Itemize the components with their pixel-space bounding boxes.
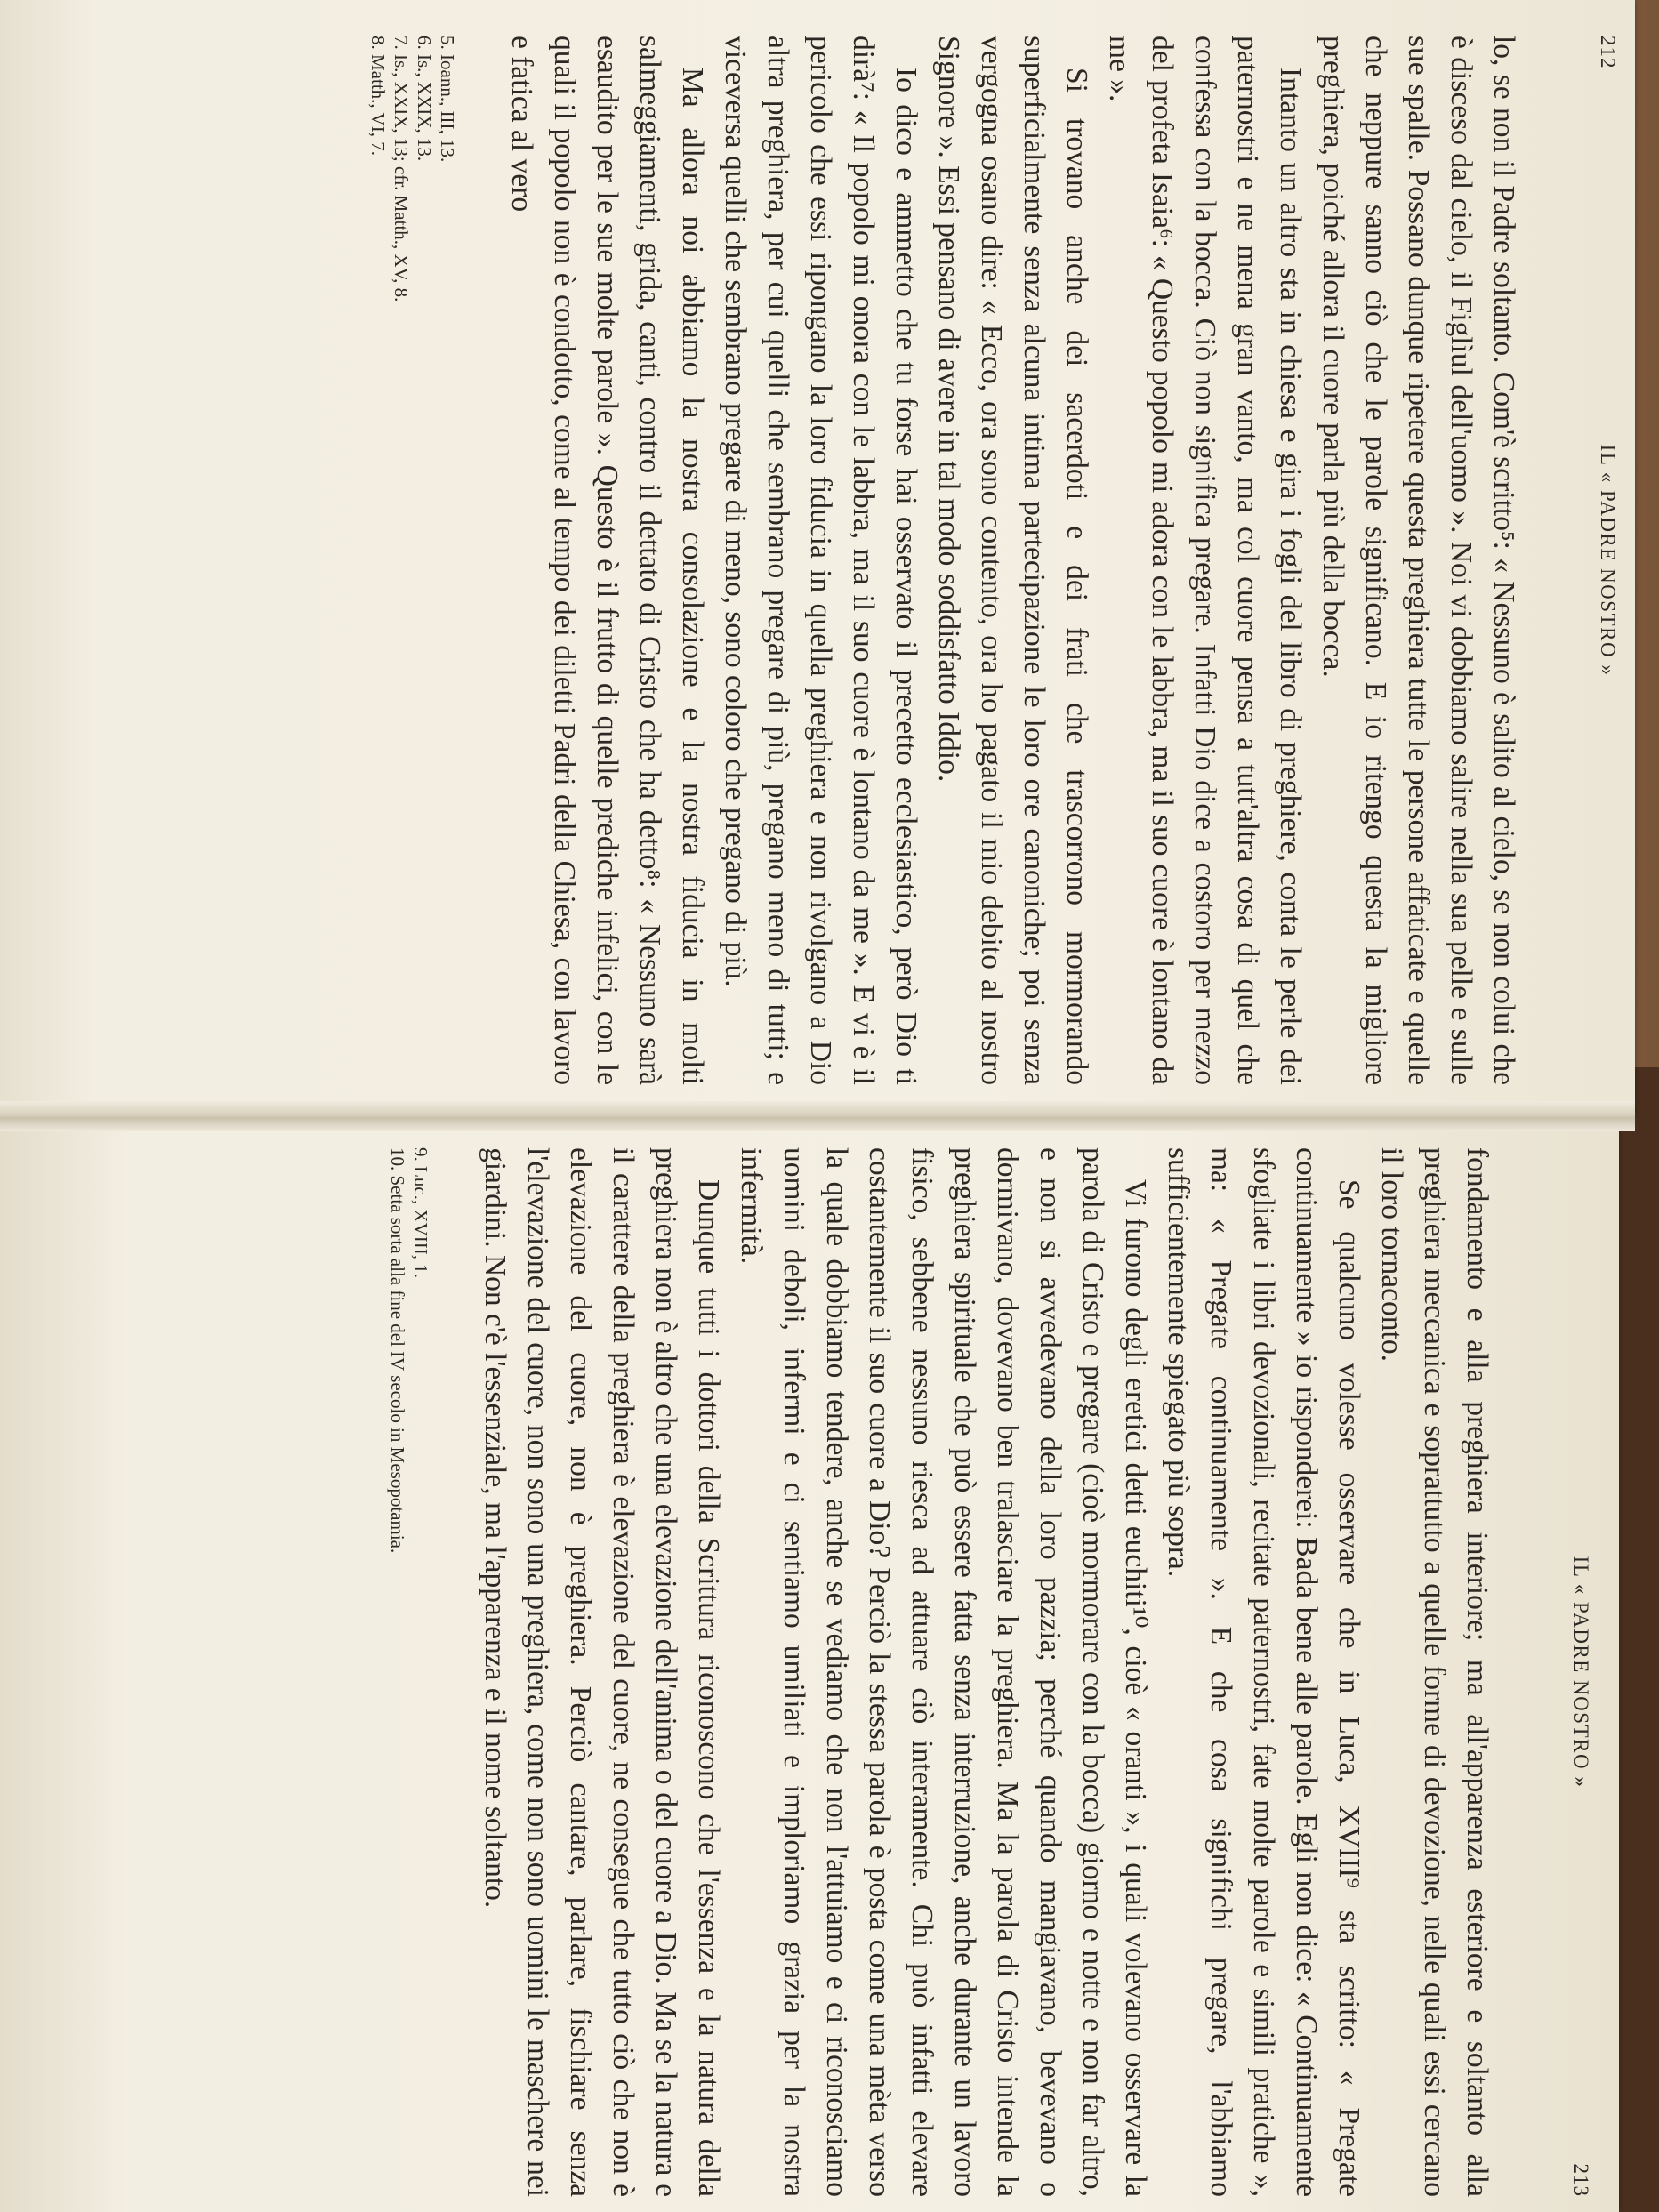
paragraph: Vi furono degli eretici detti euchiti¹⁰, cioè « oranti », i quali volevano osservare la parola di Cristo e pregare (cioè mormorare con la bocca) giorno e notte e non far altro, e non si avvedevano della loro pazzia; perché quando mangiavano, bevevano o dormivano, dovevano ben tralasciare la preghiera. Ma la parola di Cristo intende la preghiera spirituale che può essere fatta senza interruzione, anche durante un lavoro fisico, sebbene nessuno riesca ad attuare ciò interamente. Chi può infatti elevare costantemente il suo cuore a Dio? Perciò la stessa parola è posta come una mèta verso la quale dobbiamo tendere, anche se vediamo che non l'attuiamo e ci riconosciamo uomini deboli, infermi e ci sentiamo umiliati e imploriamo grazia per la nostra infermità.: [735, 1147, 1152, 2197]
page-213-content: [387, 1147, 1592, 2197]
page-212-content: [367, 36, 1619, 1085]
paragraph: Intanto un altro sta in chiesa e gira i fogli del libro di preghiere, conta le perle dei paternostri e ne mena gran vanto, ma col cuore pensa a tutt'altra cosa di quel che confessa con la bocca. Ciò non significa pregare. Infatti Dio dice a costoro per mezzo del profeta Isaia⁶: « Questo popolo mi adora con le labbra, ma il suo cuore è lontano da me ».: [1103, 36, 1307, 1085]
footnote: 9. Luc., XVIII, 1.: [410, 1147, 431, 1278]
page-header: [1582, 36, 1619, 1085]
page-number: 213: [1570, 2163, 1592, 2197]
paragraph: Dunque tutti i dottori della Scrittura riconoscono che l'essenza e la natura della preghiera non è altro che una elevazione dell'anima o del cuore a Dio. Ma se la natura e il carattere della preghiera è elevazione del cuore, ne consegue che tutto ciò che non è elevazione del cuore, non è preghiera. Perciò cantare, parlare, fischiare senza l'elevazione del cuore, non sono una preghiera, come non sono uomini le maschere nei giardini. Non c'è l'essenziale, ma l'apparenza e il nome soltanto.: [479, 1147, 725, 2197]
page-number: 212: [1597, 36, 1619, 69]
paragraph: Ma allora noi abbiamo la nostra consolazione e la nostra fiducia in molti salmeggiamenti, grida, canti, contro il dettato di Cristo che ha detto⁸: « Nessuno sarà esaudito per le sue molte parole ». Questo è il frutto di quelle prediche infelici, con le quali il popolo non è condotto, come al tempo dei diletti Padri della Chiesa, con lavoro e fatica al vero: [505, 36, 709, 1085]
footnotes: [366, 36, 459, 1085]
body-text: [473, 1147, 1498, 2197]
book-gutter: [0, 1101, 1635, 1131]
paragraph: Si trovano anche dei sacerdoti e dei frati che trascorrono mormorando superficialmente senza alcuna intima partecipazione le loro ore canoniche; poi senza vergogna osano dire: « Ecco, ora sono contento, ora ho pagato il mio debito al nostro Signore ». Essi pensano di avere in tal modo soddisfatto Iddio.: [932, 36, 1093, 1085]
footnotes: [386, 1147, 432, 2197]
footnote: 7. Is., XXIX, 13; cfr. Matth., XV, 8.: [391, 36, 412, 302]
paragraph: lo, se non il Padre soltanto. Com'è scritto⁵: « Nessuno è salito al cielo, se non colui che è disceso dal cielo, il Figlìul dell'uomo ». Noi vi dobbiamo salire nella sua pelle e sulle sue spalle. Possano dunque ripetere questa preghiera tutte le persone affaticate e quelle che neppure sanno ciò che le parole significano. E io ritengo questa la migliore preghiera, poiché allora il cuore parla più della bocca.: [1317, 36, 1520, 1085]
running-head: IL « PADRE NOSTRO »: [1597, 444, 1619, 677]
paragraph: Io dico e ammetto che tu forse hai osservato il precetto ecclesiastico, però Dio ti dirà⁷: « Il popolo mi onora con le labbra, ma il suo cuore è lontano da me ». E vi è il pericolo che essi ripongano la loro fiducia in quella preghiera e non rivolgano a Dio altra preghiera, per cui quelli che sembrano pregare di più, pregano meno di tutti; e viceversa quelli che sembrano pregare di meno, sono coloro che pregano di più.: [719, 36, 922, 1085]
body-text: [500, 36, 1525, 1085]
running-head: IL « PADRE NOSTRO »: [1570, 1556, 1592, 1789]
page-header: [1555, 1147, 1592, 2197]
footnote: 5. Ioann., III, 13.: [437, 36, 458, 163]
paragraph: Se qualcuno volesse osservare che in Luca, XVIII⁹ sta scritto: « Pregate continuamente » io risponderei: Bada bene alle parole. Egli non dice: « Continuamente sfogliate i libri devozionali, recitate paternostri, fate molte parole e simili pratiche », ma: « Pregate continuamente ». E che cosa significhi pregare, l'abbiamo sufficientemente spiegato più sopra.: [1162, 1147, 1365, 2197]
footnote: 8. Matth., VI, 7.: [367, 36, 389, 156]
paragraph: fondamento e alla preghiera interiore; ma all'apparenza esteriore e soltanto alla preghiera meccanica e soprattutto a quelle forme di devozione, nelle quali essi cercano il loro tornaconto.: [1375, 1147, 1494, 2197]
footnote: 6. Is., XXIX, 13.: [414, 36, 435, 162]
footnote: 10. Setta sorta alla fine del IV secolo in Mesopotamia.: [387, 1147, 408, 1554]
